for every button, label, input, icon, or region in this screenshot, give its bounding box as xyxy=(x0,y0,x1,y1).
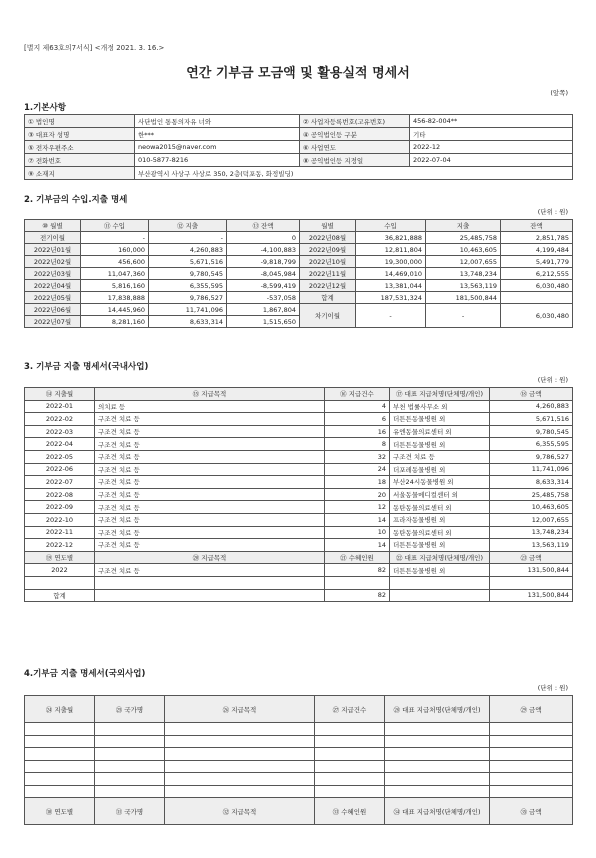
income-cell: 19,300,000 xyxy=(356,256,426,268)
table-row xyxy=(25,438,573,451)
column-header: ⑩ 월별 xyxy=(25,220,81,232)
amount: 6,355,595 xyxy=(490,438,573,451)
recipient-name: 부천 법률사무소 외 xyxy=(390,400,490,413)
empty-cell xyxy=(385,748,490,761)
expense-month: 2022-06 xyxy=(25,463,95,476)
income-expense-table xyxy=(24,219,573,328)
income-cell: 187,531,324 xyxy=(356,292,426,304)
recipient-name: 동탄동물의료센터 외 xyxy=(390,501,490,514)
empty-cell xyxy=(25,773,95,786)
expense-month: 2022-07 xyxy=(25,476,95,489)
empty-cell xyxy=(315,773,385,786)
expense-month: 2022-04 xyxy=(25,438,95,451)
column-header: ㉝ 수혜인원 xyxy=(315,798,385,825)
expense-cell: 13,563,119 xyxy=(426,280,501,292)
empty-cell xyxy=(315,748,385,761)
table-row xyxy=(25,723,573,736)
address-label: ⑨ 소재지 xyxy=(25,167,135,180)
month-cell: 2022년12월 xyxy=(300,280,356,292)
recipient-name: 서울동물메디컬센터 외 xyxy=(390,488,490,501)
column-header: ㉕ 국가명 xyxy=(95,696,165,723)
beneficiary-count: 82 xyxy=(325,564,390,577)
expense-purpose: 구조견 치료 등 xyxy=(95,513,325,526)
payment-count: 18 xyxy=(325,476,390,489)
amount: 12,007,655 xyxy=(490,513,573,526)
column-header: ㉑ 수혜인원 xyxy=(325,551,390,564)
expense-month: 2022-09 xyxy=(25,501,95,514)
empty-cell xyxy=(490,735,573,748)
balance-cell: 6,212,555 xyxy=(501,268,573,280)
table-row xyxy=(25,576,573,589)
column-header: ㉟ 금액 xyxy=(490,798,573,825)
empty-cell xyxy=(315,723,385,736)
table-row xyxy=(25,785,573,798)
column-header: ㉛ 국가명 xyxy=(95,798,165,825)
expense-cell: 25,485,758 xyxy=(426,232,501,244)
expense-cell: 181,500,844 xyxy=(426,292,501,304)
empty-cell xyxy=(95,785,165,798)
payment-count: 6 xyxy=(325,413,390,426)
foreign-expense-table xyxy=(24,695,573,825)
table-header-row xyxy=(25,388,573,401)
section-1-title: 1.기본사항 xyxy=(24,103,66,113)
carryover-income: - xyxy=(356,304,426,328)
table-row xyxy=(25,280,573,292)
recipient-name: 동탄동물의료센터 외 xyxy=(390,526,490,539)
empty-cell xyxy=(165,785,315,798)
recipient-name: 더튼튼동물병원 외 xyxy=(390,413,490,426)
empty-cell xyxy=(25,576,95,589)
column-header: ⑯ 지급건수 xyxy=(325,388,390,401)
balance-cell: -4,100,883 xyxy=(227,244,300,256)
total-count: 82 xyxy=(325,589,390,602)
balance-cell: -8,599,419 xyxy=(227,280,300,292)
empty-cell xyxy=(385,760,490,773)
recipient-name: 더포레동물병원 외 xyxy=(390,463,490,476)
expense-cell: 12,007,655 xyxy=(426,256,501,268)
recipient-name: 유엔동물의료센터 외 xyxy=(390,425,490,438)
income-cell: 17,838,888 xyxy=(81,292,149,304)
expense-purpose: 구조견 치료 등 xyxy=(95,438,325,451)
info-label: ③ 대표자 성명 xyxy=(25,128,135,141)
column-header: ⑱ 금액 xyxy=(490,388,573,401)
empty-cell xyxy=(385,735,490,748)
empty-cell xyxy=(165,773,315,786)
table-row xyxy=(25,463,573,476)
expense-purpose: 구조견 치료 등 xyxy=(95,463,325,476)
empty-cell xyxy=(95,748,165,761)
balance-cell: 2,851,785 xyxy=(501,232,573,244)
month-cell: 2022년07월 xyxy=(25,316,81,328)
info-value: 기타 xyxy=(410,128,573,141)
total-row xyxy=(25,589,573,602)
month-cell: 2022년10월 xyxy=(300,256,356,268)
month-cell: 2022년01월 xyxy=(25,244,81,256)
table-row xyxy=(25,292,573,304)
info-label: ⑦ 전화번호 xyxy=(25,154,135,167)
column-header: ⑳ 지급목적 xyxy=(95,551,325,564)
table-row xyxy=(25,400,573,413)
expense-cell: - xyxy=(149,232,227,244)
empty-cell xyxy=(490,785,573,798)
empty-cell xyxy=(25,735,95,748)
empty-cell xyxy=(385,773,490,786)
basic-info-row xyxy=(25,167,573,180)
empty-cell xyxy=(315,760,385,773)
column-header: 잔액 xyxy=(501,220,573,232)
income-cell: 160,000 xyxy=(81,244,149,256)
empty-cell xyxy=(390,576,490,589)
table-row xyxy=(25,539,573,552)
table-header-row xyxy=(25,696,573,723)
expense-purpose: 구조견 치료 등 xyxy=(95,413,325,426)
empty-cell xyxy=(315,735,385,748)
column-header: ㉓ 금액 xyxy=(490,551,573,564)
column-header: ㉔ 지출월 xyxy=(25,696,95,723)
empty-cell xyxy=(25,748,95,761)
column-header: 수입 xyxy=(356,220,426,232)
table-row xyxy=(25,735,573,748)
expense-cell: 11,741,096 xyxy=(149,304,227,316)
carryover-label: 차기이월 xyxy=(300,304,356,328)
expense-purpose: 구조견 치료 등 xyxy=(95,564,325,577)
carryover-balance: 6,030,480 xyxy=(501,304,573,328)
expense-cell: 4,260,883 xyxy=(149,244,227,256)
table-header-row xyxy=(25,551,573,564)
empty-cell xyxy=(95,589,325,602)
expense-cell: 5,671,516 xyxy=(149,256,227,268)
section-3-title: 3. 기부금 지출 명세서(국내사업) xyxy=(24,362,149,372)
balance-cell: 4,199,484 xyxy=(501,244,573,256)
income-cell: 5,816,160 xyxy=(81,280,149,292)
table-row xyxy=(25,564,573,577)
address-value: 부산광역시 사상구 사상로 350, 2층(덕포동, 화정빌딩) xyxy=(135,167,573,180)
amount: 13,563,119 xyxy=(490,539,573,552)
amount: 8,633,314 xyxy=(490,476,573,489)
info-value: 사단법인 통통의자유 너와 xyxy=(135,115,300,128)
table-row xyxy=(25,244,573,256)
income-cell: 14,445,960 xyxy=(81,304,149,316)
payment-count: 20 xyxy=(325,488,390,501)
empty-cell xyxy=(490,723,573,736)
month-cell: 2022년11월 xyxy=(300,268,356,280)
empty-cell xyxy=(165,723,315,736)
column-header: ⑫ 지출 xyxy=(149,220,227,232)
form-number-note: [별지 제63호의7서식] <개정 2021. 3. 16.> xyxy=(24,44,165,52)
balance-cell: -8,045,984 xyxy=(227,268,300,280)
empty-cell xyxy=(165,760,315,773)
empty-cell xyxy=(95,735,165,748)
month-cell: 2022년08월 xyxy=(300,232,356,244)
table-row xyxy=(25,476,573,489)
expense-month: 2022-01 xyxy=(25,400,95,413)
expense-month: 2022-12 xyxy=(25,539,95,552)
payment-count: 14 xyxy=(325,539,390,552)
expense-purpose: 의치료 등 xyxy=(95,400,325,413)
expense-month: 2022-03 xyxy=(25,425,95,438)
info-label: ⑤ 전자우편주소 xyxy=(25,141,135,154)
balance-cell xyxy=(501,292,573,304)
payment-count: 14 xyxy=(325,513,390,526)
table-row xyxy=(25,773,573,786)
column-header: 지출 xyxy=(426,220,501,232)
column-header: ⑭ 지출월 xyxy=(25,388,95,401)
table-row xyxy=(25,501,573,514)
basic-info-table xyxy=(24,114,573,180)
income-cell: - xyxy=(81,232,149,244)
table-row xyxy=(25,513,573,526)
year-cell: 2022 xyxy=(25,564,95,577)
empty-cell xyxy=(385,723,490,736)
basic-info-row xyxy=(25,154,573,167)
total-label: 합계 xyxy=(25,589,95,602)
empty-cell xyxy=(325,576,390,589)
table-row xyxy=(25,413,573,426)
table-header-row xyxy=(25,220,573,232)
balance-cell: -9,818,799 xyxy=(227,256,300,268)
payment-count: 16 xyxy=(325,425,390,438)
recipient-name: 구조견 치료 등 xyxy=(390,450,490,463)
info-value: 010-5877-8216 xyxy=(135,154,300,167)
empty-cell xyxy=(490,760,573,773)
domestic-expense-table xyxy=(24,387,573,602)
expense-month: 2022-11 xyxy=(25,526,95,539)
balance-cell: -537,058 xyxy=(227,292,300,304)
payment-count: 12 xyxy=(325,501,390,514)
table-row xyxy=(25,304,573,316)
column-header: ㉜ 지급목적 xyxy=(165,798,315,825)
column-header: ⑲ 연도별 xyxy=(25,551,95,564)
income-cell: 14,469,010 xyxy=(356,268,426,280)
empty-cell xyxy=(315,785,385,798)
info-value: 456-82-004** xyxy=(410,115,573,128)
empty-cell xyxy=(25,723,95,736)
empty-cell xyxy=(95,576,325,589)
payment-count: 8 xyxy=(325,438,390,451)
expense-cell: 10,463,605 xyxy=(426,244,501,256)
empty-cell xyxy=(95,773,165,786)
table-row xyxy=(25,748,573,761)
month-cell: 2022년03월 xyxy=(25,268,81,280)
info-value: 2022-07-04 xyxy=(410,154,573,167)
empty-cell xyxy=(95,760,165,773)
recipient-name: 프라자동물병원 외 xyxy=(390,513,490,526)
balance-cell: 1,515,650 xyxy=(227,316,300,328)
empty-cell xyxy=(490,773,573,786)
empty-cell xyxy=(490,576,573,589)
month-cell: 2022년06월 xyxy=(25,304,81,316)
section-4-unit: (단위 : 원) xyxy=(537,684,568,692)
column-header: ⑬ 잔액 xyxy=(227,220,300,232)
table-row xyxy=(25,488,573,501)
amount: 9,786,527 xyxy=(490,450,573,463)
amount: 131,500,844 xyxy=(490,564,573,577)
section-2-unit: (단위 : 원) xyxy=(537,208,568,216)
expense-cell: 6,355,595 xyxy=(149,280,227,292)
empty-cell xyxy=(165,748,315,761)
table-header-row xyxy=(25,798,573,825)
section-2-title: 2. 기부금의 수입.지출 명세 xyxy=(24,195,128,205)
section-4-title: 4.기부금 지출 명세서(국외사업) xyxy=(24,669,146,679)
table-row xyxy=(25,268,573,280)
expense-month: 2022-08 xyxy=(25,488,95,501)
balance-cell: 1,867,804 xyxy=(227,304,300,316)
expense-cell: 9,786,527 xyxy=(149,292,227,304)
expense-purpose: 구조견 치료 등 xyxy=(95,501,325,514)
payment-count: 32 xyxy=(325,450,390,463)
recipient-name: 더튼튼동물병원 외 xyxy=(390,564,490,577)
info-label: ⑧ 공익법인등 지정일 xyxy=(300,154,410,167)
info-label: ① 법인명 xyxy=(25,115,135,128)
amount: 25,485,758 xyxy=(490,488,573,501)
basic-info-row xyxy=(25,128,573,141)
table-row xyxy=(25,256,573,268)
empty-cell xyxy=(390,589,490,602)
income-cell: 36,821,888 xyxy=(356,232,426,244)
column-header: ⑮ 지급목적 xyxy=(95,388,325,401)
amount: 11,741,096 xyxy=(490,463,573,476)
empty-cell xyxy=(490,748,573,761)
column-header: ㉖ 지급목적 xyxy=(165,696,315,723)
empty-cell xyxy=(25,785,95,798)
income-cell: 11,047,360 xyxy=(81,268,149,280)
empty-cell xyxy=(165,735,315,748)
expense-purpose: 구조견 치료 등 xyxy=(95,526,325,539)
column-header: ㉘ 대표 지급처명(단체명/개인) xyxy=(385,696,490,723)
column-header: ㉒ 대표 지급처명(단체명/개인) xyxy=(390,551,490,564)
expense-month: 2022-05 xyxy=(25,450,95,463)
column-header: ㉗ 지급건수 xyxy=(315,696,385,723)
info-value: neowa2015@naver.com xyxy=(135,141,300,154)
expense-purpose: 구조견 치료 등 xyxy=(95,450,325,463)
empty-cell xyxy=(385,785,490,798)
info-value: 2022-12 xyxy=(410,141,573,154)
column-header: 월별 xyxy=(300,220,356,232)
empty-cell xyxy=(95,723,165,736)
column-header: ㉞ 대표 지급처명(단체명/개인) xyxy=(385,798,490,825)
month-cell: 2022년09월 xyxy=(300,244,356,256)
column-header: ⑰ 대표 지급처명(단체명/개인) xyxy=(390,388,490,401)
amount: 5,671,516 xyxy=(490,413,573,426)
expense-month: 2022-02 xyxy=(25,413,95,426)
column-header: ⑪ 수입 xyxy=(81,220,149,232)
income-cell: 12,811,804 xyxy=(356,244,426,256)
recipient-name: 더튼튼동물병원 외 xyxy=(390,438,490,451)
expense-purpose: 구조견 치료 등 xyxy=(95,425,325,438)
expense-purpose: 구조견 치료 등 xyxy=(95,488,325,501)
expense-purpose: 구조견 치료 등 xyxy=(95,476,325,489)
table-row xyxy=(25,425,573,438)
recipient-name: 더튼튼동물병원 외 xyxy=(390,539,490,552)
info-label: ④ 공익법인등 구분 xyxy=(300,128,410,141)
basic-info-row xyxy=(25,141,573,154)
table-row xyxy=(25,760,573,773)
expense-cell: 8,633,314 xyxy=(149,316,227,328)
expense-purpose: 구조견 치료 등 xyxy=(95,539,325,552)
column-header: ㉙ 금액 xyxy=(490,696,573,723)
month-cell: 2022년04월 xyxy=(25,280,81,292)
amount: 9,780,545 xyxy=(490,425,573,438)
empty-cell xyxy=(25,760,95,773)
page-title: 연간 기부금 모금액 및 활용실적 명세서 xyxy=(186,66,410,81)
table-row xyxy=(25,232,573,244)
income-cell: 456,600 xyxy=(81,256,149,268)
payment-count: 24 xyxy=(325,463,390,476)
month-cell: 합계 xyxy=(300,292,356,304)
info-label: ② 사업자등록번호(고유번호) xyxy=(300,115,410,128)
month-cell: 2022년02월 xyxy=(25,256,81,268)
balance-cell: 0 xyxy=(227,232,300,244)
expense-cell: 9,780,545 xyxy=(149,268,227,280)
month-cell: 전기이월 xyxy=(25,232,81,244)
info-label: ⑥ 사업연도 xyxy=(300,141,410,154)
balance-cell: 6,030,480 xyxy=(501,280,573,292)
payment-count: 4 xyxy=(325,400,390,413)
expense-cell: 13,748,234 xyxy=(426,268,501,280)
section-3-unit: (단위 : 원) xyxy=(537,376,568,384)
amount: 10,463,605 xyxy=(490,501,573,514)
balance-cell: 5,491,779 xyxy=(501,256,573,268)
total-amount: 131,500,844 xyxy=(490,589,573,602)
income-cell: 13,381,044 xyxy=(356,280,426,292)
expense-month: 2022-10 xyxy=(25,513,95,526)
amount: 4,260,883 xyxy=(490,400,573,413)
info-value: 한*** xyxy=(135,128,300,141)
recipient-name: 부산24시동물병원 외 xyxy=(390,476,490,489)
carryover-expense: - xyxy=(426,304,501,328)
payment-count: 10 xyxy=(325,526,390,539)
month-cell: 2022년05월 xyxy=(25,292,81,304)
column-header: ㉚ 연도별 xyxy=(25,798,95,825)
table-row xyxy=(25,450,573,463)
income-cell: 8,281,160 xyxy=(81,316,149,328)
page-side-note: (앞쪽) xyxy=(550,89,568,97)
basic-info-row xyxy=(25,115,573,128)
amount: 13,748,234 xyxy=(490,526,573,539)
table-row xyxy=(25,526,573,539)
